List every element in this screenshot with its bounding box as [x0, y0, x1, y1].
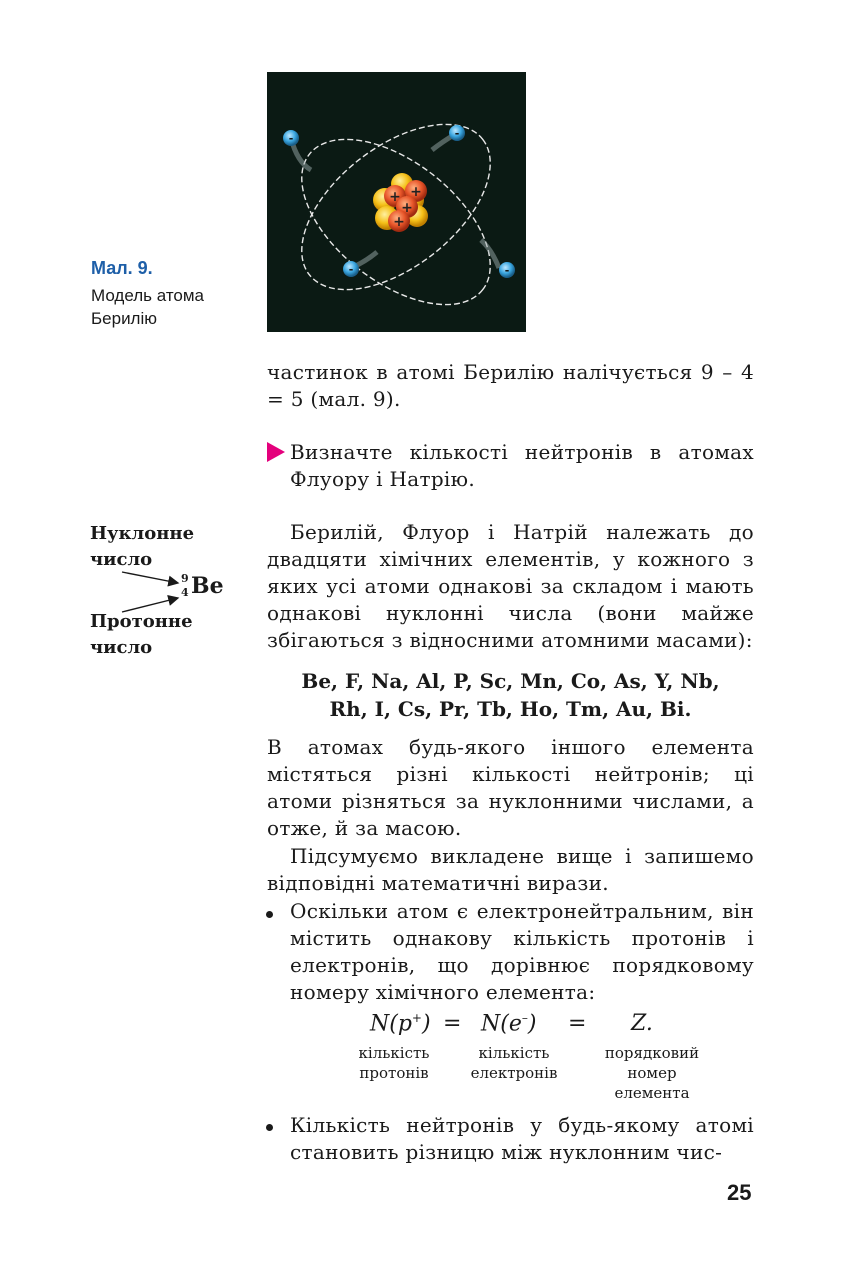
- electron-sign: -: [454, 127, 460, 140]
- atom-model-illustration: [267, 72, 526, 332]
- paragraph-other-elements: В атомах будь-якого іншого елемента містяться різні кількості нейтронів; ці атоми різняться за нуклонними числами, а отже, й за масою.: [267, 735, 754, 840]
- figure-caption-title: Мал. 9.: [91, 258, 153, 278]
- proton-sign: +: [389, 189, 401, 205]
- eq-term-protons: N(p+): [370, 1011, 431, 1037]
- bullet-neutron-count: Кількість нейтронів у будь-якому атомі становить різницю між нуклонним чис-: [290, 1113, 754, 1164]
- figure-caption-text: Модель атома Берилію: [91, 286, 205, 328]
- proton-sign: +: [393, 214, 405, 230]
- nucleus: [373, 173, 428, 232]
- eq-note-electrons: кількість електронів: [470, 1044, 558, 1082]
- page-number: 25: [727, 1180, 752, 1205]
- notation-arrows: [120, 566, 184, 616]
- task-question: Визначте кількості нейтронів в атомах Флуору і Натрію.: [290, 440, 754, 491]
- paragraph-summary: Підсумуємо викладене вище і запишемо відповідні математичні вирази.: [267, 844, 754, 895]
- proton-sign: +: [401, 200, 413, 216]
- eq-sign-1: =: [443, 1011, 462, 1036]
- eq-note-protons: кількість протонів: [358, 1044, 430, 1082]
- nucleon-number-label: Нуклонне число: [90, 523, 195, 570]
- bullet-electroneutral: Оскільки атом є електронейтральним, він містить однакову кількість протонів і електронів, що дорівнює порядковому номеру хімічного елемента:: [290, 899, 754, 1004]
- paragraph-twenty-elements: Берилій, Флуор і Натрій належать до двадцяти хімічних елементів, у кожного з яких усі атоми однакові за складом і мають однакові нуклонні числа (вони майже збігаються з відносними атомними масами):: [267, 520, 754, 652]
- electron: [343, 261, 359, 277]
- proton-number-label: Протонне число: [90, 611, 193, 658]
- proton-sign: +: [410, 184, 422, 200]
- element-list: [267, 667, 754, 723]
- eq-sign-2: =: [568, 1011, 587, 1036]
- bullet-dot-icon: [266, 1124, 273, 1131]
- task-marker-icon: [267, 442, 285, 462]
- electron-sign: -: [288, 132, 294, 145]
- eq-term-z: Z.: [631, 1011, 653, 1036]
- electron-sign: -: [348, 263, 354, 276]
- beryllium-atom-figure: [267, 72, 526, 332]
- electron-sign: -: [504, 264, 510, 277]
- eq-note-atomic-number: порядковий номер елемента: [604, 1044, 700, 1102]
- electron: [283, 130, 299, 146]
- paragraph-continued: частинок в атомі Берилію налічується 9 – 4 = 5 (мал. 9).: [267, 360, 754, 411]
- be-mass-number: 9: [181, 572, 189, 585]
- be-atomic-number: 4: [181, 586, 189, 599]
- electron: [449, 125, 465, 141]
- element-list-line-2: Rh, I, Cs, Pr, Tb, Ho, Tm, Au, Bi.: [329, 697, 692, 721]
- proton-arrow: [122, 598, 178, 612]
- electron: [499, 262, 515, 278]
- be-symbol: Be: [191, 573, 224, 599]
- bullet-dot-icon: [266, 911, 273, 918]
- nucleon-arrow: [122, 572, 178, 583]
- eq-term-electrons: N(e–): [481, 1011, 537, 1037]
- element-list-line-1: Be, F, Na, Al, P, Sc, Mn, Co, As, Y, Nb,: [301, 669, 720, 693]
